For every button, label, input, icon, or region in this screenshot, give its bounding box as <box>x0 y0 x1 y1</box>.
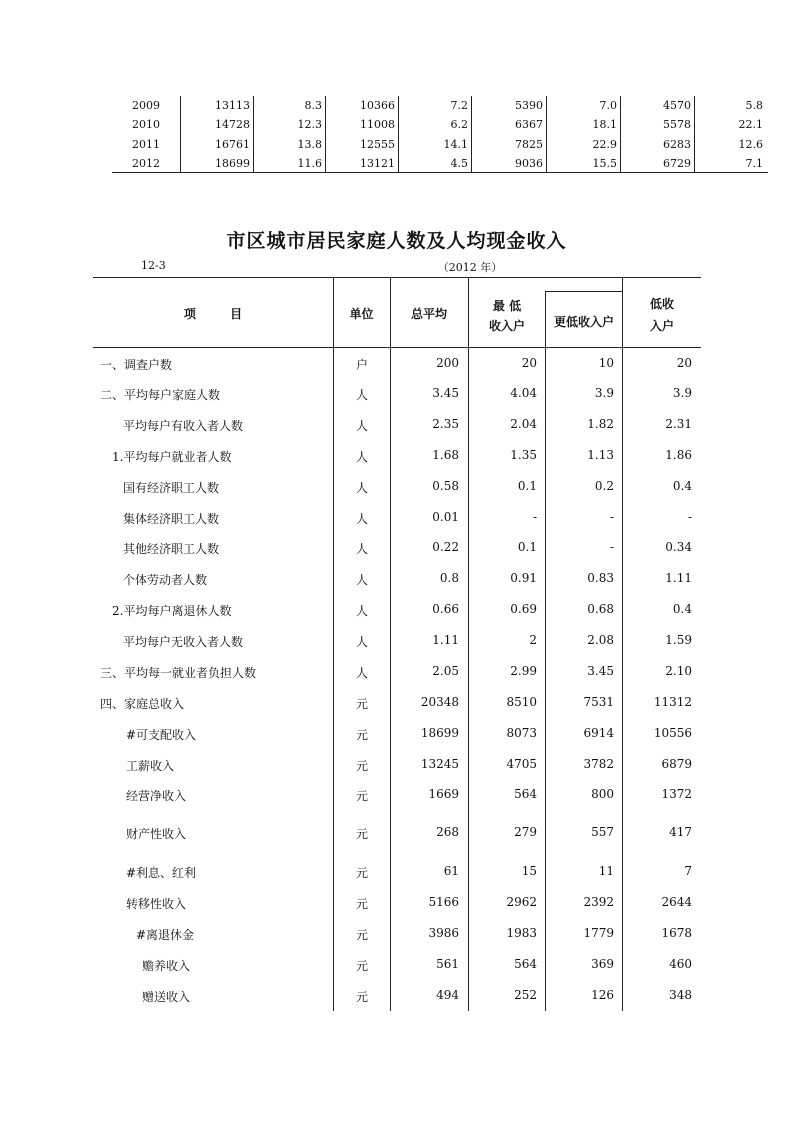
row-label: 转移性收入 <box>126 897 187 911</box>
header-low-line1: 低收 <box>649 297 674 311</box>
row-value: 0.4 <box>672 602 692 616</box>
value-cell: 13113 <box>215 99 250 112</box>
row-value: 0.1 <box>517 540 537 554</box>
row-value: 369 <box>591 957 614 971</box>
row-value: 0.68 <box>587 602 614 616</box>
row-value: 1372 <box>661 787 692 801</box>
value-cell: 13.8 <box>297 138 322 151</box>
row-label: 一、调查户数 <box>100 358 173 372</box>
row-value: 200 <box>436 356 459 370</box>
row-value: 8510 <box>506 695 537 709</box>
year-cell: 2009 <box>132 99 160 112</box>
row-value: 2.04 <box>510 417 537 431</box>
row-label: 工薪收入 <box>126 759 175 773</box>
row-value: 2.08 <box>587 633 614 647</box>
value-cell: 6729 <box>663 157 691 170</box>
value-cell: 6.2 <box>450 118 468 131</box>
row-unit: 元 <box>355 728 368 742</box>
row-label: 赡养收入 <box>142 959 191 973</box>
row-unit: 人 <box>355 419 368 433</box>
value-cell: 14728 <box>215 118 250 131</box>
row-label: 集体经济职工人数 <box>123 512 220 526</box>
row-unit: 元 <box>355 959 368 973</box>
row-value: 1.11 <box>665 571 692 585</box>
row-value: 7531 <box>583 695 614 709</box>
row-value: 348 <box>669 988 692 1002</box>
row-value: 15 <box>521 864 537 878</box>
row-label: #可支配收入 <box>126 728 197 742</box>
row-value: 4.04 <box>510 386 537 400</box>
row-value: 557 <box>591 825 614 839</box>
row-unit: 人 <box>355 635 368 649</box>
row-value: 0.91 <box>510 571 537 585</box>
row-value: 18699 <box>420 726 459 740</box>
row-value: 61 <box>443 864 459 878</box>
row-unit: 元 <box>355 827 368 841</box>
row-value: - <box>532 510 537 524</box>
row-value: 10556 <box>653 726 692 740</box>
row-value: 2.10 <box>665 664 692 678</box>
value-cell: 6283 <box>663 138 691 151</box>
row-value: 2.31 <box>665 417 692 431</box>
row-unit: 人 <box>355 481 368 495</box>
year-cell: 2011 <box>132 138 160 151</box>
value-cell: 12.6 <box>738 138 763 151</box>
row-unit: 人 <box>355 542 368 556</box>
table-number: 12-3 <box>141 259 166 272</box>
value-cell: 13121 <box>360 157 395 170</box>
value-cell: 4.5 <box>450 157 468 170</box>
year-cell: 2012 <box>132 157 160 170</box>
row-label: 2.平均每户离退休人数 <box>112 604 232 618</box>
value-cell: 15.5 <box>592 157 617 170</box>
row-value: - <box>687 510 692 524</box>
row-value: 2.05 <box>432 664 459 678</box>
row-label: 个体劳动者人数 <box>123 573 208 587</box>
row-value: 0.22 <box>432 540 459 554</box>
value-cell: 7.0 <box>599 99 617 112</box>
row-value: 1.59 <box>665 633 692 647</box>
value-cell: 4570 <box>663 99 691 112</box>
row-value: 561 <box>436 957 459 971</box>
row-value: 20348 <box>420 695 459 709</box>
row-value: 3.45 <box>432 386 459 400</box>
value-cell: 14.1 <box>443 138 468 151</box>
row-value: 494 <box>436 988 459 1002</box>
row-value: 1678 <box>661 926 692 940</box>
row-value: 1779 <box>583 926 614 940</box>
row-label: 三、平均每一就业者负担人数 <box>100 666 257 680</box>
row-value: 0.8 <box>439 571 459 585</box>
row-value: 0.01 <box>432 510 459 524</box>
row-value: - <box>609 540 614 554</box>
row-unit: 人 <box>355 573 368 587</box>
value-cell: 22.1 <box>738 118 763 131</box>
row-value: 3.9 <box>672 386 692 400</box>
row-value: 126 <box>591 988 614 1002</box>
row-value: 0.2 <box>594 479 614 493</box>
value-cell: 7825 <box>515 138 543 151</box>
row-unit: 人 <box>355 388 368 402</box>
row-value: 0.1 <box>517 479 537 493</box>
value-cell: 10366 <box>360 99 395 112</box>
row-value: 0.58 <box>432 479 459 493</box>
row-value: 3986 <box>428 926 459 940</box>
row-label: 二、平均每户家庭人数 <box>100 388 221 402</box>
year-cell: 2010 <box>132 118 160 131</box>
header-lowest-line1: 最 低 <box>492 299 522 313</box>
header-item: 项 目 <box>183 307 243 321</box>
value-cell: 6367 <box>515 118 543 131</box>
row-value: 1.13 <box>587 448 614 462</box>
row-value: 7 <box>684 864 692 878</box>
row-value: 11 <box>598 864 614 878</box>
header-unit: 单位 <box>349 307 374 321</box>
row-value: 13245 <box>420 757 459 771</box>
row-value: 20 <box>521 356 537 370</box>
row-unit: 元 <box>355 789 368 803</box>
row-value: 0.66 <box>432 602 459 616</box>
row-value: 6879 <box>661 757 692 771</box>
row-value: 20 <box>676 356 692 370</box>
row-value: 800 <box>591 787 614 801</box>
row-label: 赠送收入 <box>142 990 191 1004</box>
row-value: 564 <box>514 787 537 801</box>
year-note: （2012 年） <box>437 261 503 274</box>
row-value: 6914 <box>583 726 614 740</box>
row-value: 1983 <box>506 926 537 940</box>
value-cell: 8.3 <box>304 99 322 112</box>
row-unit: 元 <box>355 759 368 773</box>
row-value: 252 <box>514 988 537 1002</box>
row-value: 8073 <box>506 726 537 740</box>
value-cell: 7.2 <box>450 99 468 112</box>
header-total: 总平均 <box>410 307 447 321</box>
row-value: - <box>609 510 614 524</box>
row-value: 417 <box>669 825 692 839</box>
value-cell: 5.8 <box>745 99 763 112</box>
row-label: 四、家庭总收入 <box>100 697 185 711</box>
row-value: 0.69 <box>510 602 537 616</box>
value-cell: 18699 <box>215 157 250 170</box>
row-label: 平均每户无收入者人数 <box>123 635 244 649</box>
row-label: #利息、红利 <box>126 866 197 880</box>
value-cell: 16761 <box>215 138 250 151</box>
row-value: 1.11 <box>432 633 459 647</box>
row-unit: 元 <box>355 990 368 1004</box>
row-value: 1.82 <box>587 417 614 431</box>
row-value: 460 <box>669 957 692 971</box>
row-value: 1.86 <box>665 448 692 462</box>
value-cell: 7.1 <box>745 157 763 170</box>
row-value: 5166 <box>428 895 459 909</box>
header-very-low: 更低收入户 <box>553 315 614 329</box>
header-lowest-line2: 收入户 <box>488 319 525 333</box>
value-cell: 22.9 <box>592 138 617 151</box>
row-value: 3.9 <box>594 386 614 400</box>
value-cell: 18.1 <box>592 118 617 131</box>
row-label: 国有经济职工人数 <box>123 481 220 495</box>
row-unit: 元 <box>355 866 368 880</box>
row-value: 1669 <box>428 787 459 801</box>
row-value: 0.83 <box>587 571 614 585</box>
page-title: 市区城市居民家庭人数及人均现金收入 <box>226 230 567 252</box>
row-unit: 人 <box>355 450 368 464</box>
value-cell: 11.6 <box>297 157 322 170</box>
value-cell: 11008 <box>360 118 395 131</box>
row-value: 2.35 <box>432 417 459 431</box>
row-value: 10 <box>598 356 614 370</box>
row-value: 268 <box>436 825 459 839</box>
row-value: 0.34 <box>665 540 692 554</box>
row-unit: 人 <box>355 604 368 618</box>
header-low-line2: 入户 <box>649 319 674 333</box>
row-value: 1.35 <box>510 448 537 462</box>
row-value: 2962 <box>506 895 537 909</box>
row-unit: 元 <box>355 897 368 911</box>
row-label: 财产性收入 <box>126 827 187 841</box>
row-value: 11312 <box>653 695 692 709</box>
row-value: 4705 <box>506 757 537 771</box>
value-cell: 9036 <box>515 157 543 170</box>
row-value: 2392 <box>583 895 614 909</box>
row-label: 其他经济职工人数 <box>123 542 220 556</box>
row-label: #离退休金 <box>136 928 195 942</box>
row-label: 平均每户有收入者人数 <box>123 419 244 433</box>
row-value: 564 <box>514 957 537 971</box>
value-cell: 5578 <box>663 118 691 131</box>
row-value: 2.99 <box>510 664 537 678</box>
row-unit: 人 <box>355 512 368 526</box>
value-cell: 5390 <box>515 99 543 112</box>
row-value: 2644 <box>661 895 692 909</box>
row-value: 1.68 <box>432 448 459 462</box>
row-value: 0.4 <box>672 479 692 493</box>
row-label: 1.平均每户就业者人数 <box>112 450 232 464</box>
row-value: 3.45 <box>587 664 614 678</box>
row-value: 2 <box>529 633 537 647</box>
row-label: 经营净收入 <box>126 789 187 803</box>
row-unit: 元 <box>355 928 368 942</box>
row-unit: 元 <box>355 697 368 711</box>
value-cell: 12555 <box>360 138 395 151</box>
row-unit: 户 <box>355 358 368 372</box>
value-cell: 12.3 <box>297 118 322 131</box>
row-value: 3782 <box>583 757 614 771</box>
row-value: 279 <box>514 825 537 839</box>
row-unit: 人 <box>355 666 368 680</box>
